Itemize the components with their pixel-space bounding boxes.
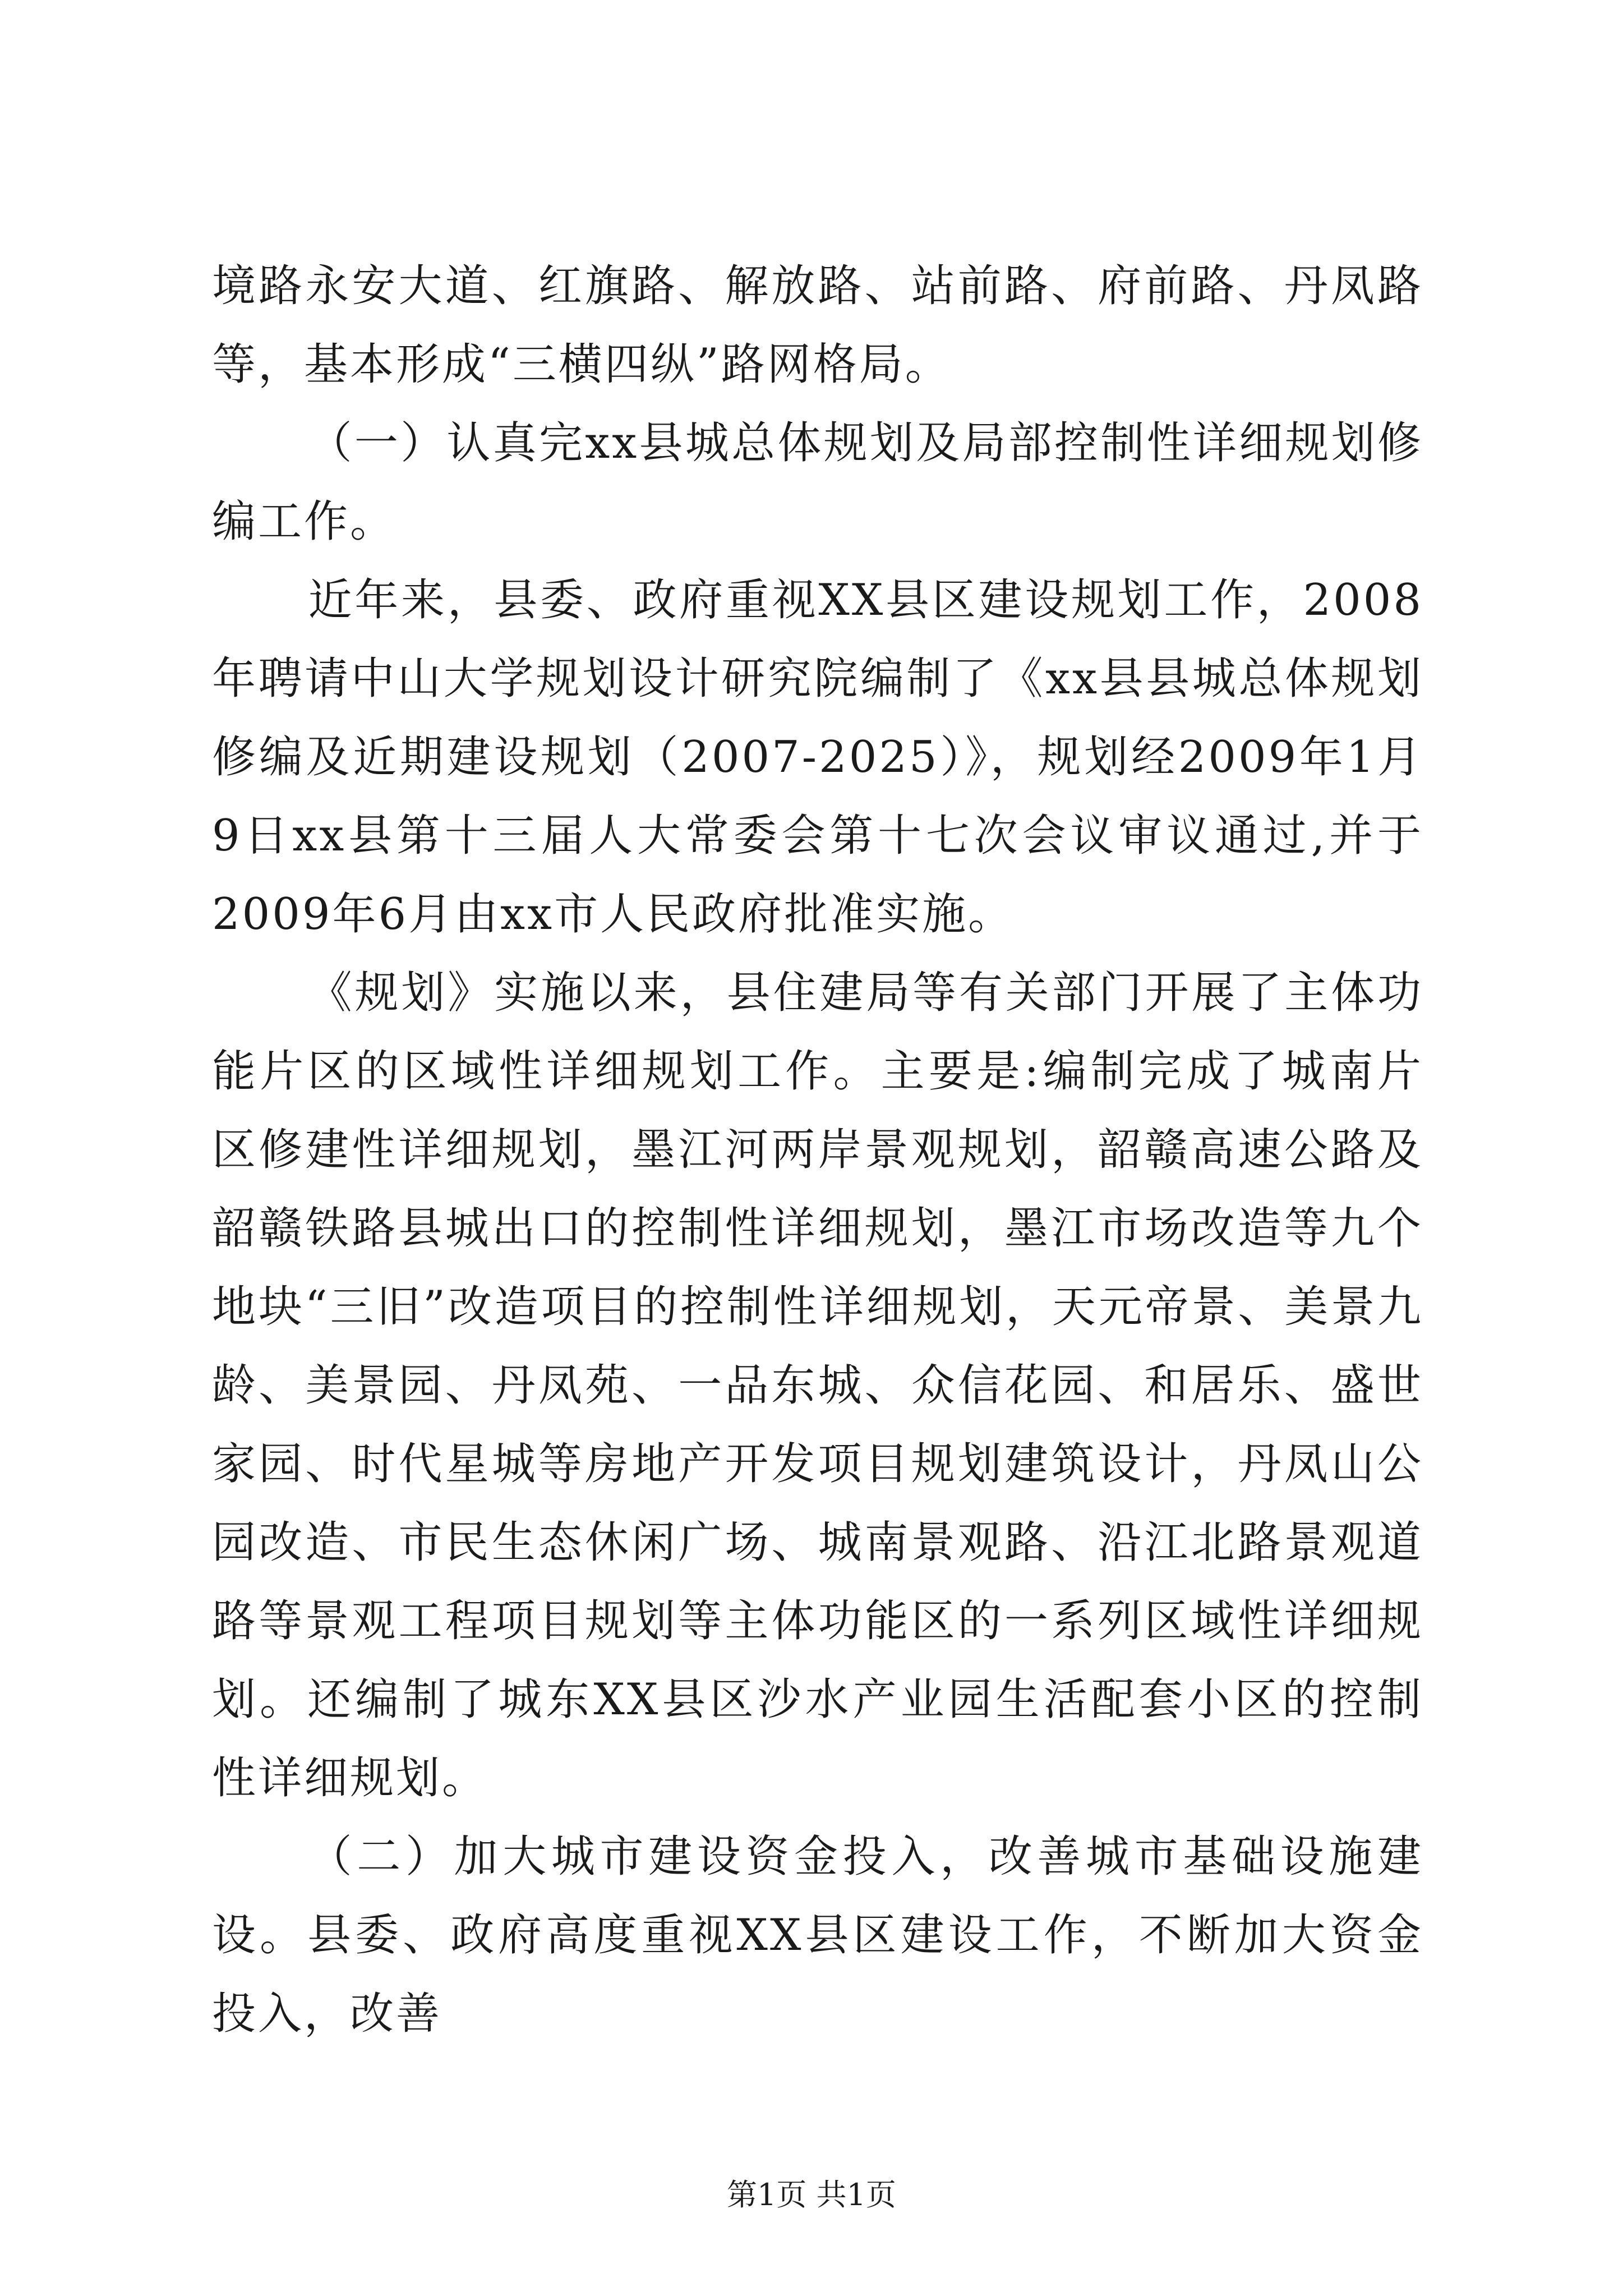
paragraph-section-1-heading: （一）认真完xx县城总体规划及局部控制性详细规划修编工作。	[212, 418, 1423, 547]
paragraph-planning-history: 近年来，县委、政府重视XX县区建设规划工作，2008年聘请中山大学规划设计研究院编制了《xx县县城总体规划修编及近期建设规划（2007-2025）》，规划经2009年1月9日xx县第十三届人大常委会第十七次会议审议通过,并于2009年6月由xx市人民政府批准实施。	[212, 575, 1423, 940]
paragraph-detailed-planning: 《规划》实施以来，县住建局等有关部门开展了主体功能片区的区域性详细规划工作。主要是:编制完成了城南片区修建性详细规划，墨江河两岸景观规划，韶赣高速公路及韶赣铁路县城出口的控制性详细规划，墨江市场改造等九个地块“三旧”改造项目的控制性详细规划，天元帝景、美景九龄、美景园、丹凤苑、一品东城、众信花园、和居乐、盛世家园、时代星城等房地产开发项目规划建筑设计，丹凤山公园改造、市民生态休闲广场、城南景观路、沿江北路景观道路等景观工程项目规划等主体功能区的一系列区域性详细规划。还编制了城东XX县区沙水产业园生活配套小区的控制性详细规划。	[212, 968, 1423, 1803]
paragraph-section-2-heading: （二）加大城市建设资金投入，改善城市基础设施建设。县委、政府高度重视XX县区建设工作，不断加大资金投入，改善	[212, 1832, 1423, 2039]
paragraph-road-network: 境路永安大道、红旗路、解放路、站前路、府前路、丹凤路等，基本形成“三横四纵”路网格局。	[212, 261, 1423, 390]
page-footer: 第1页 共1页	[727, 2177, 896, 2212]
document-body	[212, 247, 1423, 2053]
